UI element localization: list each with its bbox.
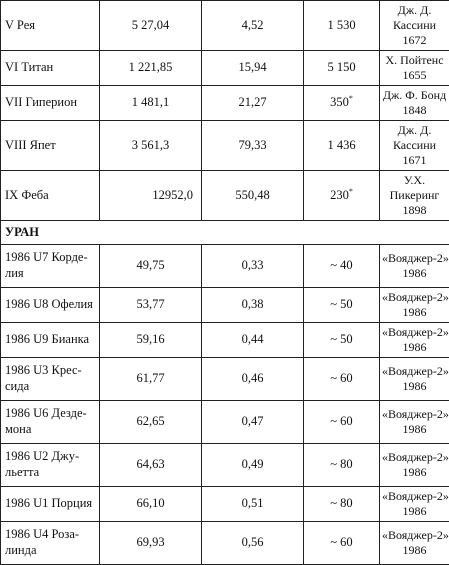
orbital-period: 0,46: [202, 358, 304, 401]
discoverer: «Вояджер-2» 1986: [380, 487, 449, 522]
orbital-period: 0,38: [202, 288, 304, 323]
table-row: [1, 358, 449, 401]
satellite-name: 1986 U7 Корде-лия: [1, 245, 100, 288]
orbital-period: 0,51: [202, 487, 304, 522]
orbital-period: 79,33: [202, 121, 304, 171]
orbit-radius: 53,77: [100, 288, 202, 323]
diameter: ~ 80: [304, 487, 380, 522]
discoverer: Дж. Д. Кассини 1672: [380, 1, 449, 51]
table-row: [1, 1, 449, 51]
table-row: [1, 288, 449, 323]
satellite-name: VII Гиперион: [1, 86, 100, 121]
orbit-radius: 69,93: [100, 522, 202, 565]
satellite-name: 1986 U2 Джу-льетта: [1, 444, 100, 487]
orbit-radius: 1 481,1: [100, 86, 202, 121]
diameter: ~ 60: [304, 358, 380, 401]
orbital-period: 550,48: [202, 171, 304, 221]
table-row: [1, 444, 449, 487]
table-row: [1, 522, 449, 565]
discoverer: Дж. Д. Кассини 1671: [380, 121, 449, 171]
orbital-period: 21,27: [202, 86, 304, 121]
satellite-name: 1986 U6 Дездe-мона: [1, 401, 100, 444]
satellite-name: V Рея: [1, 1, 100, 51]
discoverer: Х. Пойтенс 1655: [380, 51, 449, 86]
table-row: [1, 323, 449, 358]
footnote-mark: *: [349, 94, 353, 103]
diameter: 350*: [304, 86, 380, 121]
orbital-period: 15,94: [202, 51, 304, 86]
discoverer: «Вояджер-2» 1986: [380, 358, 449, 401]
discoverer: «Вояджер-2» 1986: [380, 444, 449, 487]
orbit-radius: 66,10: [100, 487, 202, 522]
footnote-mark: *: [349, 187, 353, 196]
orbit-radius: 59,16: [100, 323, 202, 358]
orbital-period: 0,33: [202, 245, 304, 288]
discoverer: «Вояджер-2» 1986: [380, 245, 449, 288]
table-row: [1, 121, 449, 171]
discoverer: «Вояджер-2» 1986: [380, 323, 449, 358]
orbit-radius: 1 221,85: [100, 51, 202, 86]
satellite-name: 1986 U1 Порция: [1, 487, 100, 522]
orbit-radius: 64,63: [100, 444, 202, 487]
diameter: ~ 60: [304, 401, 380, 444]
orbital-period: 0,56: [202, 522, 304, 565]
orbital-period: 4,52: [202, 1, 304, 51]
orbit-radius: 61,77: [100, 358, 202, 401]
orbit-radius: 3 561,3: [100, 121, 202, 171]
satellite-name: 1986 U3 Крес-сида: [1, 358, 100, 401]
satellite-name: VI Титан: [1, 51, 100, 86]
discoverer: Дж. Ф. Бонд 1848: [380, 86, 449, 121]
discoverer: «Вояджер-2» 1986: [380, 522, 449, 565]
section-title: УРАН: [1, 221, 449, 245]
satellite-name: VIII Япет: [1, 121, 100, 171]
satellite-name: 1986 U9 Бианка: [1, 323, 100, 358]
diameter: ~ 50: [304, 323, 380, 358]
orbital-period: 0,44: [202, 323, 304, 358]
diameter: ~ 80: [304, 444, 380, 487]
diameter: 230*: [304, 171, 380, 221]
table-row: [1, 86, 449, 121]
diameter: ~ 60: [304, 522, 380, 565]
table-row: [1, 487, 449, 522]
diameter: ~ 50: [304, 288, 380, 323]
diameter: 1 436: [304, 121, 380, 171]
discoverer: «Вояджер-2» 1986: [380, 288, 449, 323]
orbital-period: 0,49: [202, 444, 304, 487]
diameter: ~ 40: [304, 245, 380, 288]
orbit-radius: 62,65: [100, 401, 202, 444]
table-row: [1, 245, 449, 288]
table-row: [1, 51, 449, 86]
orbit-radius: 49,75: [100, 245, 202, 288]
satellite-name: 1986 U4 Роза-линда: [1, 522, 100, 565]
section-row: [1, 221, 449, 245]
satellite-name: 1986 U8 Офелия: [1, 288, 100, 323]
orbit-radius: 12952,0: [100, 171, 202, 221]
diameter: 1 530: [304, 1, 380, 51]
satellite-name: IX Феба: [1, 171, 100, 221]
orbit-radius: 5 27,04: [100, 1, 202, 51]
discoverer: «Вояджер-2» 1986: [380, 401, 449, 444]
table-row: [1, 401, 449, 444]
orbital-period: 0,47: [202, 401, 304, 444]
table-row: [1, 171, 449, 221]
diameter: 5 150: [304, 51, 380, 86]
discoverer: У.Х. Пикеринг 1898: [380, 171, 449, 221]
